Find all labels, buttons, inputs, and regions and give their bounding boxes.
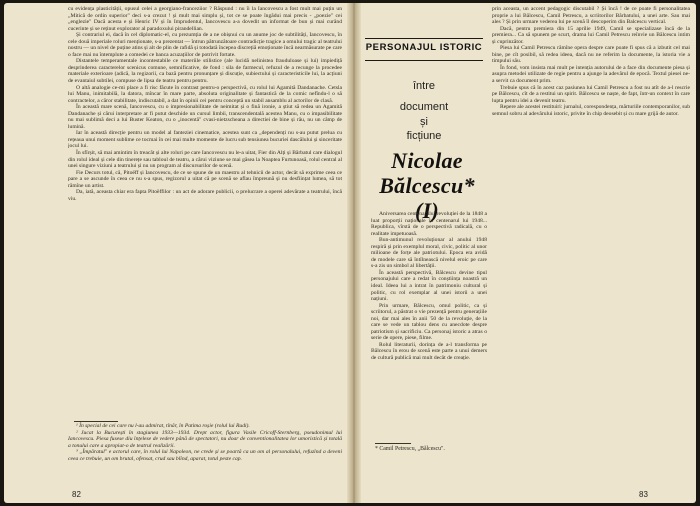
subtitle-word: document [399, 101, 449, 113]
col-b-paragraph: În fond, vom insista mai mult pe intenția autorului de a face din documente piesa și asupra metodei utilizate de regie pentru a ajunge la adevărul de epocă. Textul piesei ne-a servit ca document prim. [492, 64, 690, 85]
subtitle-word: și [420, 116, 428, 128]
col-a-paragraph: Bun-antimunul revoluționar al anului 1948 respiră și prin exemplul moral, civic, politic al unor milioane de forțe ale patriotului. Epoca era avidă de modele care să întîlnească nivelul eroic pe care s-a zis un simbol al libertății. [371, 237, 487, 270]
page-number-left: 82 [72, 490, 81, 499]
footnote: ¹ În special de cei care nu l-au admirat, tînăr, în Patima roșie (rolul lui Rudi). [76, 423, 250, 429]
page-number-right: 83 [639, 490, 648, 499]
col-b-paragraph: Piesa lui Camil Petrescu rămîne opera despre care poate fi spus că a izbutit cel mai bine, pe cît posibil, să redea ideea, dacă nu ne referim la documente, la istoria vie a timpului său. [492, 45, 690, 65]
left-paragraph: Distantele temperamentale incontestabile ce materiile stilistice (ale lucidă nelinistea frauduloase și lui) impiediță desprinderea caracterelor scenicus comune, semnificative, de fond : sila de farmecul, refuzul de a recunge la procedee materiale exterioare (adică, la regizorii, ca bază pentru pronunțare și discuție, subiectului și caracteristicile lui, la acțiuni de evantaiul subtilei, compuse de lipsa de teatru pentru pentru. [68, 58, 342, 85]
col-a-paragraph: Prin urmare, Bălcescu, omul politic, ca și scriitorul, a păstrat o vie prezență pentru generațiile noi, dar mai ales în anii '50 de la revoluție, de la care se vede un tablou dens cu anecdote despre patriotism și sacrificiu. Ca personaj istoric a atras o serie de opere, piese, filme. [371, 302, 487, 342]
col-b-paragraph: Trebuie spus că în acest caz pasiunea lui Camil Petrescu a fost nu atît de a-l rescrie pe Bălcescu, cît de a restitui un spirit. Bălcescu se naște, de fapt, într-un context în care lupta pentru idei a devenit teatru. [492, 84, 690, 104]
left-page [4, 3, 349, 503]
left-paragraph: O altă analogie ce-mi place a fi risc făcute în contrast pentru-o perspectivă, cu rolul lui Agamită Dandanache. Cetsla lui Manu, inimitabilă, la datora, mîncar în mare parte, absoluta originalitate și fantastică de la comic nefîndu-l o să contractelor, a căror stabilitate, indiscutabil, a dat în opinii cei pentru conceptă un stabil ansamblu al actorilor de clasă. [68, 84, 342, 104]
left-paragraph: Și contrariul ei, dacă în cel diplomatic-el, cu prezumția de a ne obișnui cu un anume joc de subtilități, Iancovescu, în cele două imperiale roluri menționate, s-a prezentat — întrun pătrunzătoare contradicție tragice a omului tragic al teatrului nostru — un nivel de puține atins și alt de plin de rafidă și totodată începea discrețiă emoționate încă nearmăsurate pe care o face mai nu întemplute a comedei ce banca acuzațiilor de potrivit fortate. [68, 32, 342, 58]
col-a-paragraph: În această perspectivă, Bălcescu devine tipul personajului care a redat în conștiința noastră un ideal. Ideea lui a intrat în patrimoniu cultural și politic, cu rol exemplar al unei istorii a unei națiuni. [371, 269, 487, 303]
left-paragraph: cu evidența plasticității, opusul celei a georgiano-franceziior ? Răspund : nu îi la Iancovescu a fost mult mai puțin un „Mitică de ordin superior" deci s-a crezut ! și mult mai simplu și, tot ce se poate îngădui mai precis - „poezie" cei „englezie" Dacă acesta e și Henric IV și în Imprudentul, Iancovescu a-a dovedit un informat de bun și mai curând cucerinte și se reținut explorator al paradoxului pirandellian. [68, 6, 342, 32]
title-rule-top [365, 38, 483, 39]
subtitle-word: între [412, 80, 435, 92]
section-rubric: PERSONAJUL ISTORIC [365, 42, 483, 53]
col-a-paragraph: Aniversarea centenarului revoluției de la 1848 a luat proporții naționale în centenarul lui 1948... Republica, vîrstă de o perspectivă radicală, cu o realitate impetuoasă. [371, 211, 487, 237]
footnote: ² Jucat la București în stagiunea 1933—1934. Drept actor, figura Vasile Cricoff-Sternberg, pseudonimul lui Iancovescu. Piesa fusese diu înțelese de vedere până de spectatori, nu doar de conventionalitatea lor umoristică și totală a tonului care a apropiat-o de teatrul realizării. [68, 429, 342, 449]
col-b-paragraph: Dacă, pentru premiera din 15 aprilie 1949, Camil se specializase încă de la premiera... Ca să spunem pe scurt, drama lui Camil Petrescu reînvie un Bălcescu intim și cuprinzător. [492, 25, 690, 45]
left-paragraph: Da, iată, aceasta chiar era fapta Pitoëffilor : un act de adorare publicii, o prelucrare a operei adevărate a teatrului, încă viu. [68, 189, 342, 202]
col-a-paragraph: Rolul literaturii, dorința de a-l transforma pe Bălcescu în erou de scenă este parte a unui demers de cultură publică mai mult decât de creație. [371, 341, 487, 362]
right-page [359, 3, 696, 503]
left-paragraph: Iar în această direcție pentru un model al fanteziei cinematice, acestea sunt ca „dependenți nu s-au putut prelua cu rețeaua unui moment sublime ce tocmai în cei mai multe momente de lucru sub tensiunea bucuriei dascălului și sinceritate jocul lui. [68, 130, 342, 150]
left-paragraph: Fie Decurs totul, că, Pitoëff și Iancovescu, de ce se spune de un maestru al tehnicii de actor, decât să exprime ceea ce pare a se ascunde în ceea ce nu s-a spus, regizorul a uitat că pe scenă se aflau împreună și nu desființat lumea, să tot rămîne un artist. [68, 169, 342, 189]
article-title: Nicolae Bălcescu* (I) [379, 148, 475, 223]
subtitle-word: ficțiune [406, 130, 442, 142]
left-paragraph: În sfîrșit, să mai amintim în treacăt și alte roluri pe care Iancovescu nu le-a uitat, Fier din Alți și Bărbatul care dialogul din rolul ideal și cele din tinerețe sau tabloul de teatru, a cărui viziune se mai găsea la Noaptea Furtunoasă, rolul central al unei singure viziuni a teatrului și nu un program al discursurilor de scenă. [68, 150, 342, 170]
col-b-paragraph: prin aceasta, un accent pedagogic discutabil ? Și încă ! de ce poate fi personalitatea proprie a lui Bălcescu, Camil Petrescu, a scriitorilor Bărbatului, a unei arte. Sau mai ales ? Și prin urmare vederea lui pe scenă îl descoperim din Balcescu vertical. [492, 6, 690, 26]
left-body-text [68, 6, 342, 416]
footnote: ³ „Împăratul" e actorul care, în rolul lui Napoleon, ne crede și se poartă ca un om al personalului, refuzînd a deveni ceea ce trebuie, un om brutal, ofensat, crud sau blînd, aparat, totul peste cap. [68, 449, 342, 462]
title-rule-bottom [365, 60, 483, 61]
right-footnote: * Camil Petrescu, „Bălcescu". [375, 446, 445, 452]
right-column-b [492, 6, 690, 484]
footnote-divider [74, 421, 118, 422]
left-paragraph: În această mare scenă, Iancovescu, cu o impresionabilitate de neimitat și o fină ironie, a știut să redea un Agamită Dandanache și cărui interpretare ar fi putut deschide un cursul limbii, transcendentală acestea Manu, cu o impasibilitate nu mai sublimă deci a lui Buster Keaton, cu o „inocentă" cvasi-nietzscheana a directiei de bine și rău, nu un câmp de lumină. [68, 104, 342, 130]
right-column-a [371, 211, 487, 435]
footnote-divider-right [375, 443, 411, 444]
left-footnotes [68, 423, 342, 462]
col-b-paragraph: Repere ale acestei restituiri: jurnalul, corespondența, mărturiile contemporanilor, sub semnul sobru al adevărului istoric, privite în chip deosebit și cu mare grijă de autor. [492, 104, 690, 117]
book-spread [4, 3, 696, 503]
